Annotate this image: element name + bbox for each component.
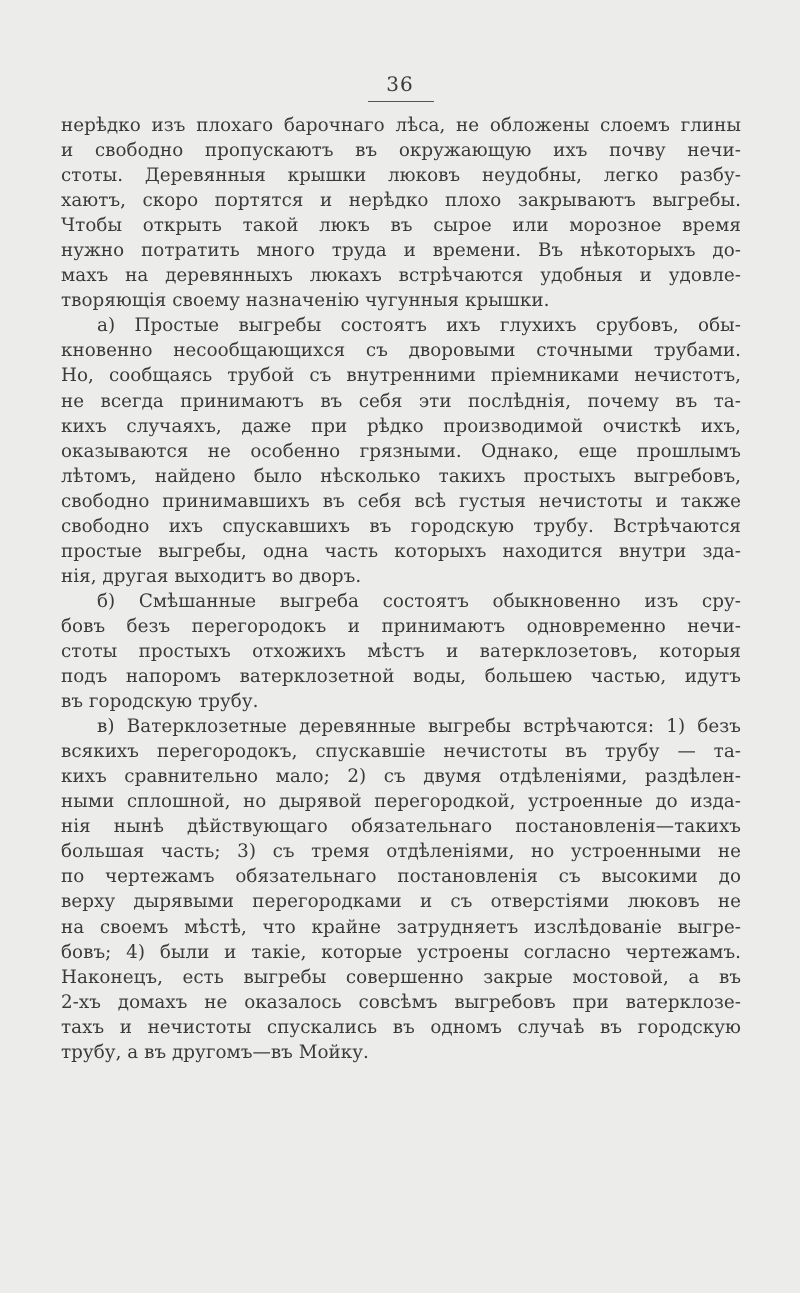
text-line: по чертежамъ обязательнаго постановленія съ высокими до — [61, 866, 741, 888]
text-line: стоты. Деревянныя крышки люковъ неудобны, легко разбу- — [61, 165, 741, 187]
text-line: бовъ безъ перегородокъ и принимаютъ одновременно нечи- — [61, 615, 741, 637]
text-line: въ городскую трубу. — [61, 691, 259, 713]
text-line: нерѣдко изъ плохаго барочнаго лѣса, не обложены слоемъ глины — [61, 115, 741, 136]
body-text — [61, 113, 741, 1065]
text-line: в) Ватерклозетные деревянные выгребы встрѣчаются: 1) безъ — [97, 716, 741, 738]
text-line: Чтобы открыть такой люкъ въ сырое или морозное время — [61, 215, 741, 237]
text-line: тахъ и нечистоты спускались въ одномъ случаѣ въ городскую — [61, 1016, 741, 1038]
text-line: кихъ сравнительно мало; 2) съ двумя отдѣленіями, раздѣлен- — [61, 766, 741, 788]
text-line: кихъ случаяхъ, даже при рѣдко производимой очисткѣ ихъ, — [61, 415, 741, 437]
text-line: трубу, а въ другомъ—въ Мойку. — [61, 1041, 369, 1063]
page-number: 36 — [386, 72, 414, 96]
text-line: не всегда принимаютъ въ себя эти послѣднія, почему въ та- — [61, 390, 741, 412]
text-line: нужно потратить много труда и времени. Въ нѣкоторыхъ до- — [61, 240, 741, 262]
text-line: кновенно несообщающихся съ дворовыми сточными трубами. — [61, 340, 741, 362]
text-line: и свободно пропускаютъ въ окружающую ихъ почву нечи- — [61, 140, 741, 162]
text-line: нія, другая выходитъ во дворъ. — [61, 565, 362, 587]
text-line: оказываются не особенно грязными. Однако, еще прошлымъ — [61, 440, 741, 462]
text-line: верху дырявыми перегородками и съ отверстіями люковъ не — [61, 891, 741, 913]
text-line: всякихъ перегородокъ, спускавшіе нечистоты въ трубу — та- — [61, 741, 741, 763]
text-line: свободно принимавшихъ въ себя всѣ густыя нечистоты и также — [61, 490, 741, 512]
text-line: стоты простыхъ отхожихъ мѣстъ и ватерклозетовъ, которыя — [61, 640, 741, 662]
text-line: большая часть; 3) съ тремя отдѣленіями, но устроенными не — [61, 841, 741, 863]
text-line: хаютъ, скоро портятся и нерѣдко плохо закрываютъ выгребы. — [61, 190, 741, 212]
text-line: нія нынѣ дѣйствующаго обязательнаго постановленія—такихъ — [61, 816, 741, 838]
text-line: бовъ; 4) были и такіе, которые устроены согласно чертежамъ. — [61, 941, 741, 963]
text-line: простые выгребы, одна часть которыхъ находится внутри зда- — [61, 540, 741, 562]
text-line: б) Смѣшанные выгреба состоятъ обыкновенно изъ сру- — [97, 590, 741, 612]
text-line: Наконецъ, есть выгребы совершенно закрые мостовой, а въ — [61, 966, 741, 988]
text-line: махъ на деревянныхъ люкахъ встрѣчаются удобныя и удовле- — [61, 265, 741, 287]
page-number-underline — [368, 101, 434, 102]
text-line: на своемъ мѣстѣ, что крайне затрудняетъ изслѣдованіе выгре- — [61, 916, 741, 938]
text-line: лѣтомъ, найдено было нѣсколько такихъ простыхъ выгребовъ, — [61, 465, 741, 487]
text-line: 2-хъ домахъ не оказалось совсѣмъ выгребовъ при ватерклозе- — [61, 991, 741, 1013]
text-line: ными сплошной, но дырявой перегородкой, устроенные до изда- — [61, 791, 741, 813]
text-line: творяющія своему назначенію чугунныя крышки. — [61, 290, 550, 312]
text-line: а) Простые выгребы состоятъ ихъ глухихъ срубовъ, обы- — [97, 315, 741, 337]
text-line: Но, сообщаясь трубой съ внутренними пріемниками нечистотъ, — [61, 365, 741, 387]
text-line: свободно ихъ спускавшихъ въ городскую трубу. Встрѣчаются — [61, 515, 741, 537]
text-line: подъ напоромъ ватерклозетной воды, большею частью, идутъ — [61, 666, 741, 688]
